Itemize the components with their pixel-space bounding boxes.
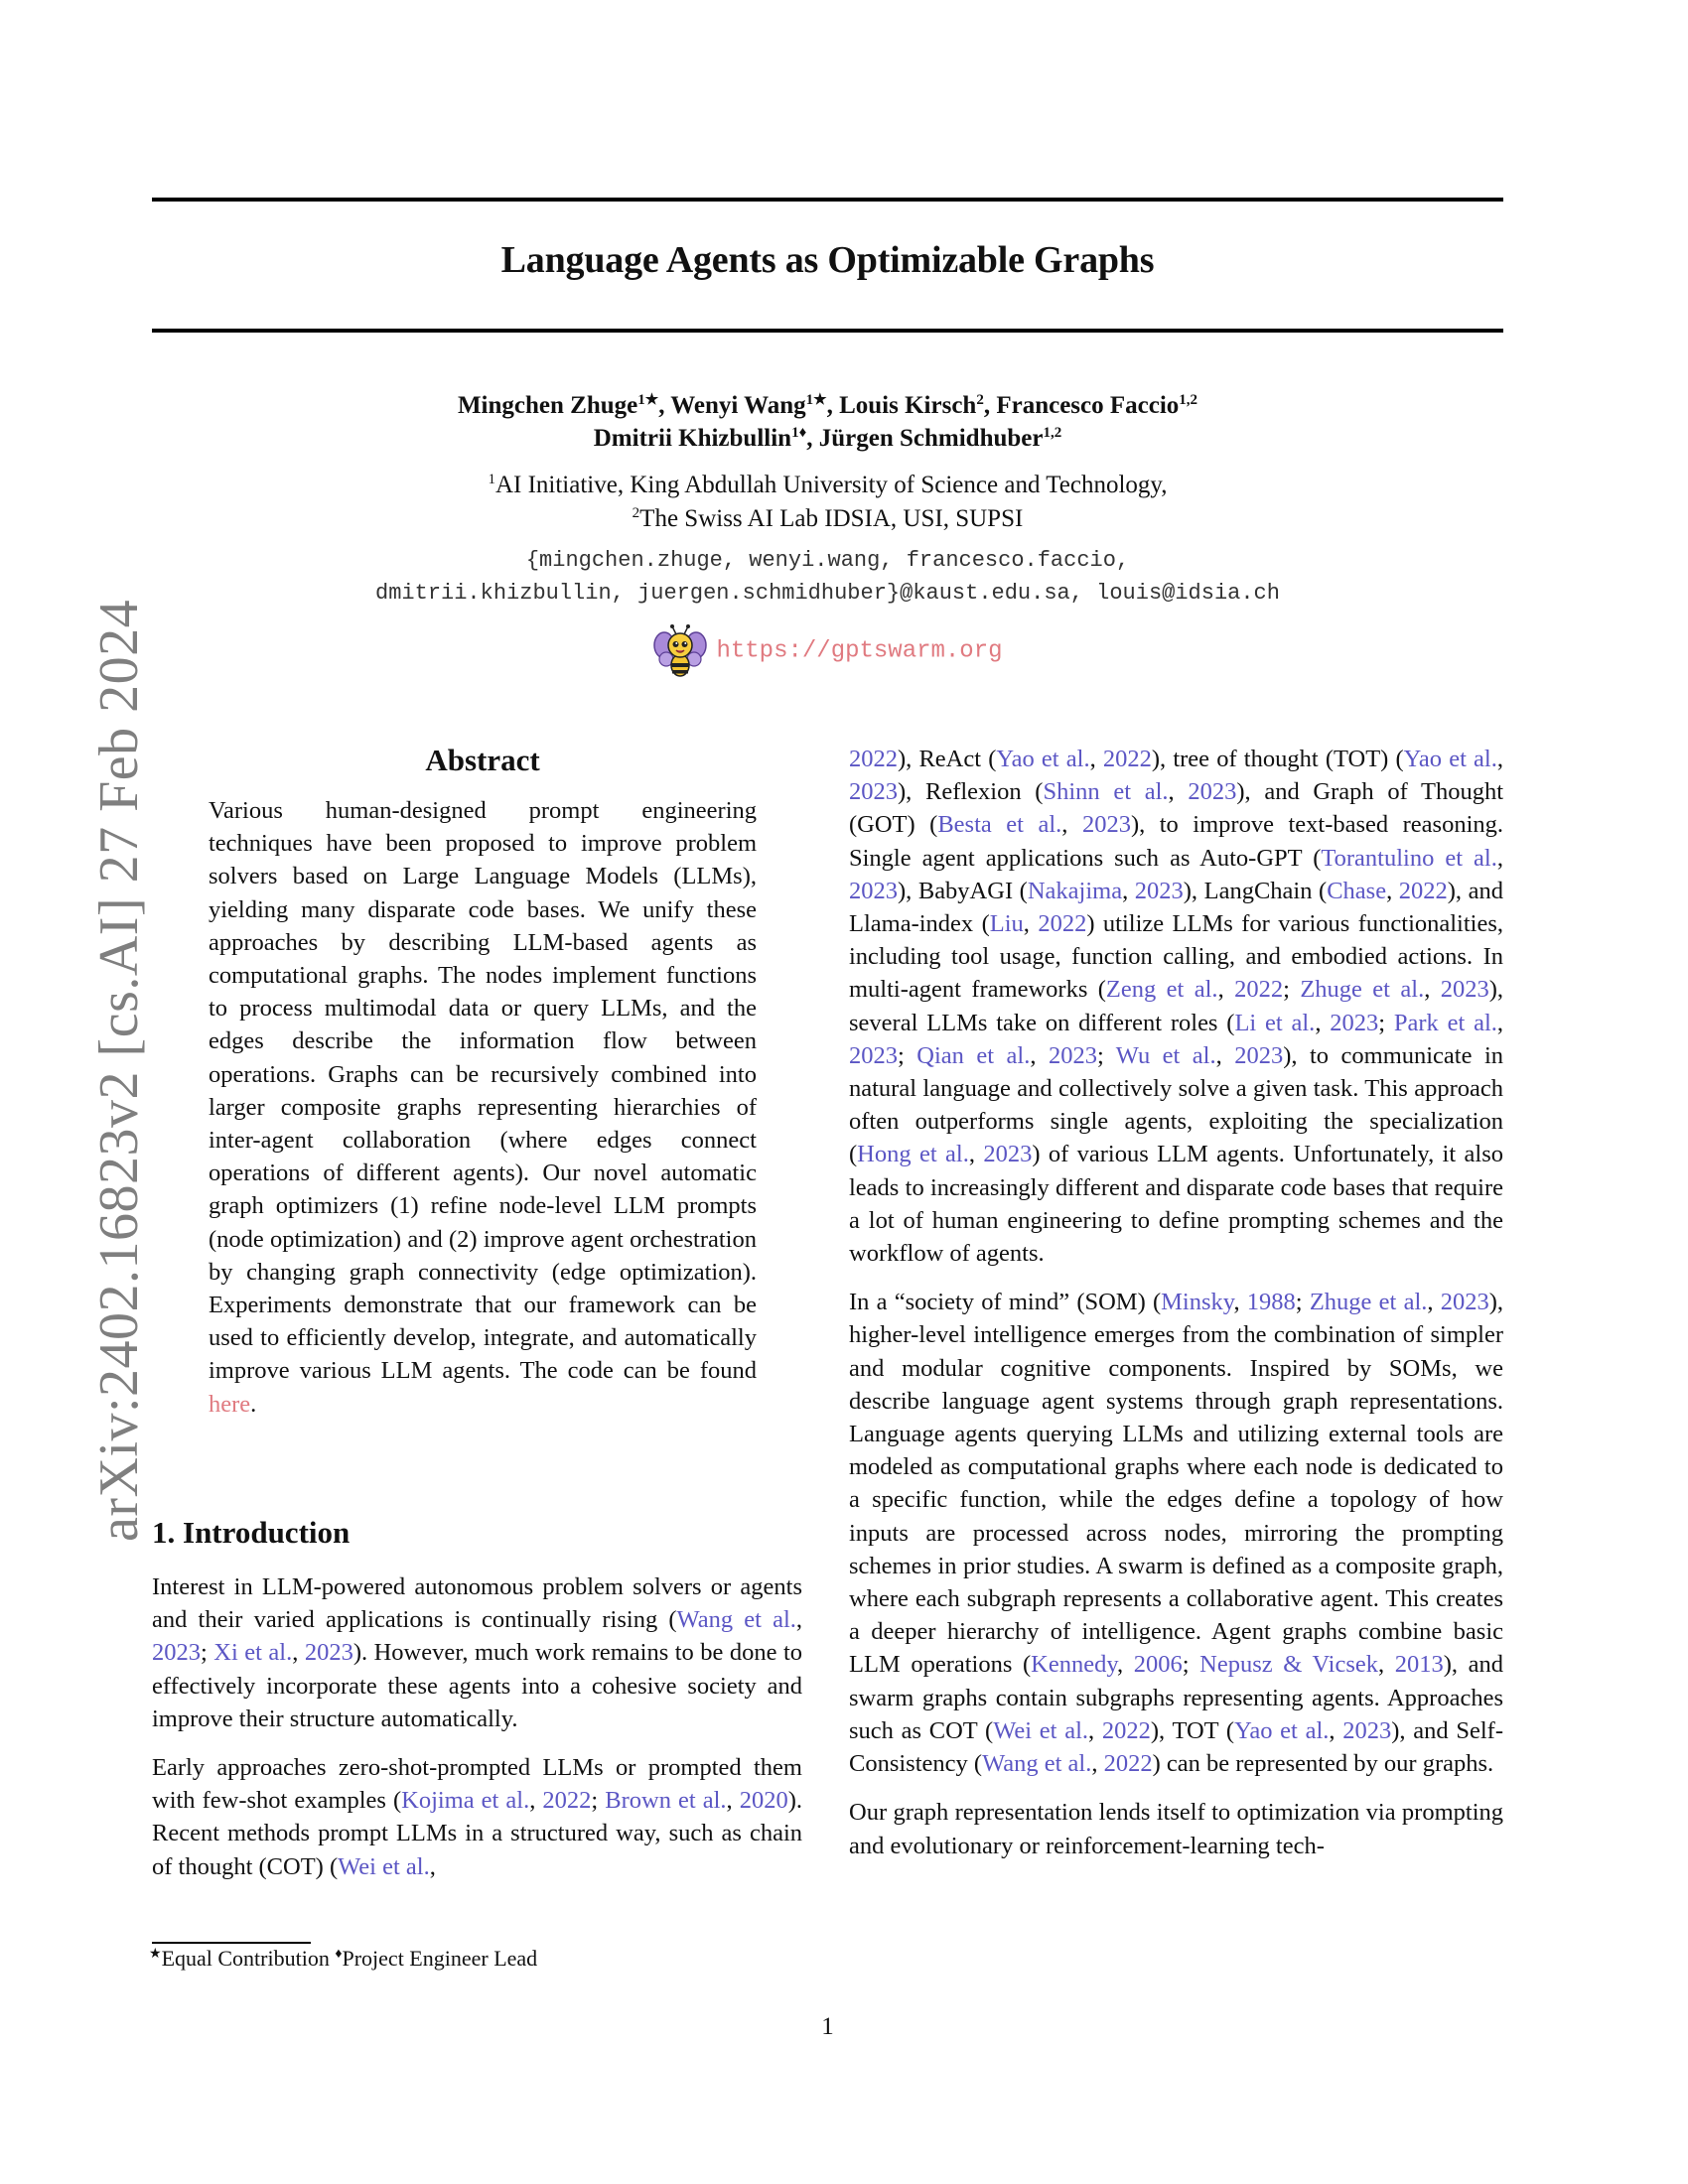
- author: Dmitrii Khizbullin: [593, 425, 792, 452]
- abstract-heading: Abstract: [425, 743, 540, 777]
- abstract-body: [209, 794, 757, 1421]
- diamond-icon: ♦: [335, 1947, 343, 1962]
- citation-link[interactable]: Liu: [989, 910, 1024, 938]
- affiliations: [0, 469, 1655, 536]
- citation-link[interactable]: Qian et al.: [916, 1041, 1031, 1069]
- title-rule-top: [152, 198, 1503, 202]
- citation-link[interactable]: Nepusz & Vicsek: [1199, 1651, 1379, 1679]
- author: Jürgen Schmidhuber: [818, 425, 1044, 452]
- citation-link[interactable]: Zhuge et al.: [1309, 1289, 1428, 1316]
- citation-link[interactable]: Brown et al.: [605, 1787, 727, 1815]
- intro-left-column: [152, 1570, 802, 1883]
- author-affil-sup: 1,2: [1179, 392, 1198, 408]
- citation-link[interactable]: Wu et al.: [1115, 1041, 1216, 1069]
- affiliation: [0, 502, 1655, 536]
- citation-link[interactable]: Torantulino et al.: [1321, 844, 1497, 872]
- citation-link[interactable]: Hong et al.: [857, 1141, 969, 1168]
- bee-mascot-icon: [652, 623, 708, 679]
- citation-link[interactable]: 2023: [1330, 1009, 1379, 1036]
- citation-link[interactable]: 2022: [1234, 976, 1284, 1004]
- footnote: [149, 1946, 537, 1972]
- author-line-1: Mingchen Zhuge$^{1★}$, Wenyi Wang$^{1★}$, Louis Kirsch$^2$, Francesco Faccio$^{1,2}$: [457, 392, 1198, 419]
- intro-paragraph: 2022), ReAct (Yao et al., 2022), tree of thought (TOT) (Yao et al., 2023), Reflexion (Shinn et al., 2023), and Graph of Thought (GOT) (Besta et al., 2023), to improve text-based reasoning. Single agent applications such as Auto-GPT (Torantulino et al., 2023), BabyAGI (Nakajima, 2023), LangChain (Chase, 2022), and Llama-index (Liu, 2022) utilize LLMs for various functionalities, including tool usage, function calling, and embodied actions. In multi-agent frameworks (Zeng et al., 2022; Zhuge et al., 2023), several LLMs take on different roles (Li et al., 2023; Park et al., 2023; Qian et al., 2023; Wu et al., 2023), to communicate in natural language and collectively solve a given task. This approach often outperforms single agents, exploiting the specialization (Hong et al., 2023) of various LLM agents. Unfortunately, it also leads to increasingly different and disparate code bases that require a lot of human engineering to define prompting schemes and the workflow of agents.: [849, 746, 1504, 1268]
- intro-paragraph: Early approaches zero-shot-prompted LLMs or prompted them with few-shot examples (Kojima et al., 2022; Brown et al., 2020). Recent methods prompt LLMs in a structured way, such as chain of thought (COT) (Wei et al.,: [152, 1754, 803, 1880]
- abstract-text-end: .: [250, 1390, 257, 1418]
- citation-link[interactable]: Wei et al.: [993, 1716, 1089, 1744]
- code-link[interactable]: here: [209, 1390, 251, 1418]
- citation-link[interactable]: Zeng et al.: [1105, 976, 1218, 1004]
- citation-link[interactable]: Zhuge et al.: [1300, 976, 1425, 1004]
- citation-link[interactable]: 2023: [304, 1639, 353, 1667]
- affil-text: The Swiss AI Lab IDSIA, USI, SUPSI: [639, 505, 1024, 532]
- intro-paragraph: In a “society of mind” (SOM) (Minsky, 1988; Zhuge et al., 2023), higher-level intelligence emerges from the combination of simpler and modular cognitive components. Inspired by SOMs, we describe language agent systems through graph representations. Language agents querying LLMs and utilizing external tools are modeled as computational graphs where each node is dedicated to a specific function, while the edges define a topology of how inputs are processed across nodes, mirroring the prompting schemes in prior studies. A swarm is defined as a composite graph, where each subgraph represents a collaborative agent. This creates a deeper hierarchy of intelligence. Agent graphs combine basic LLM operations (Kennedy, 2006; Nepusz & Vicsek, 2013), and swarm graphs contain subgraphs representing agents. Approaches such as COT (Wei et al., 2022), TOT (Yao et al., 2023), and Self-Consistency (Wang et al., 2022) can be represented by our graphs.: [849, 1289, 1504, 1778]
- affil-text: AI Initiative, King Abdullah University of Science and Technology,: [494, 472, 1168, 498]
- citation-link[interactable]: 2023: [1440, 976, 1489, 1004]
- citation-link[interactable]: 2022: [1101, 1716, 1151, 1744]
- page-number: 1: [821, 2013, 834, 2040]
- citation-link[interactable]: 2022: [1103, 1750, 1153, 1778]
- citation-link[interactable]: Minsky: [1161, 1289, 1234, 1316]
- author-emails: [0, 544, 1655, 610]
- citation-link[interactable]: Yao et al.: [1403, 746, 1497, 772]
- email-line: dmitrii.khizbullin, juergen.schmidhuber}@kaust.edu.sa, louis@idsia.ch: [375, 581, 1280, 606]
- citation-link[interactable]: 2006: [1133, 1651, 1183, 1679]
- affil-sup: 2: [632, 505, 640, 521]
- author-affil-sup: 2: [976, 392, 984, 408]
- author: Mingchen Zhuge: [457, 392, 638, 419]
- section-heading-introduction: 1. Introduction: [152, 1515, 351, 1550]
- footnote-text: Equal Contribution: [161, 1946, 330, 1971]
- abstract-text: Various human-designed prompt engineering techniques have been proposed to improve problem solvers based on Large Language Models (LLMs), yielding many disparate code bases. We unify these approaches by describing LLM-based agents as computational graphs. The nodes implement functions to process multimodal data or query LLMs, and the edges describe the information flow between operations. Graphs can be recursively combined into larger composite graphs representing hierarchies of inter-agent collaboration (where edges connect operations of different agents). Our novel automatic graph optimizers (1) refine node-level LLM prompts (node optimization) and (2) improve agent orchestration by changing graph connectivity (edge optimization). Experiments demonstrate that our framework can be used to efficiently develop, integrate, and automatically improve various LLM agents. The code can be found: [209, 797, 757, 1385]
- citation-link[interactable]: 2023: [1048, 1041, 1097, 1069]
- affiliation: [0, 469, 1655, 502]
- citation-link[interactable]: 2023: [152, 1639, 201, 1667]
- citation-link[interactable]: Wei et al.: [338, 1852, 430, 1880]
- citation-link[interactable]: Besta et al.: [937, 811, 1062, 839]
- citation-link[interactable]: 2022: [849, 746, 898, 772]
- citation-link[interactable]: Wang et al.: [676, 1606, 796, 1634]
- intro-paragraph: Our graph representation lends itself to optimization via prompting and evolutionary or reinforcement-learning tech-: [849, 1799, 1503, 1859]
- citation-link[interactable]: Yao et al.: [1234, 1716, 1330, 1744]
- project-url-link[interactable]: https://gptswarm.org: [716, 637, 1003, 665]
- citation-link[interactable]: Kojima et al.: [401, 1787, 530, 1815]
- author: Louis Kirsch: [839, 392, 977, 419]
- arxiv-stamp: arXiv:2402.16823v2 [cs.AI] 27 Feb 2024: [88, 599, 150, 1542]
- footnote-text: Project Engineer Lead: [342, 1946, 538, 1971]
- citation-link[interactable]: 2023: [1234, 1041, 1284, 1069]
- citation-link[interactable]: 2023: [849, 778, 898, 806]
- paper-title: Language Agents as Optimizable Graphs: [500, 239, 1155, 281]
- citation-link[interactable]: Park et al.: [1393, 1009, 1497, 1036]
- citation-link[interactable]: Shinn et al.: [1043, 778, 1169, 806]
- author-list: [0, 389, 1655, 455]
- author: Francesco Faccio: [996, 392, 1180, 419]
- intro-right-column: [849, 743, 1503, 1862]
- author-affil-sup: 1★: [805, 392, 827, 408]
- citation-link[interactable]: 2023: [1134, 877, 1184, 904]
- citation-link[interactable]: 2013: [1394, 1651, 1444, 1679]
- author-affil-sup: 1♦: [791, 425, 807, 441]
- citation-link[interactable]: Li et al.: [1234, 1009, 1316, 1036]
- author-affil-sup: 1,2: [1043, 425, 1062, 441]
- email-line: {mingchen.zhuge, wenyi.wang, francesco.faccio,: [525, 548, 1130, 573]
- author-line-2: Dmitrii Khizbullin$^{1♦}$, Jürgen Schmidhuber$^{1,2}$: [593, 425, 1062, 452]
- footnote-rule: [152, 1942, 311, 1944]
- project-link-row: [0, 623, 1655, 679]
- citation-link[interactable]: Nakajima: [1027, 877, 1123, 904]
- intro-paragraph: Interest in LLM-powered autonomous problem solvers or agents and their varied applications is continually rising (Wang et al., 2023; Xi et al., 2023). However, much work remains to be done to effectively incorporate these agents into a cohesive society and improve their structure automatically.: [152, 1573, 803, 1732]
- citation-link[interactable]: 2023: [1440, 1289, 1489, 1316]
- title-rule-bottom: [152, 329, 1503, 333]
- citation-link[interactable]: 2023: [1342, 1716, 1392, 1744]
- affil-sup: 1: [488, 472, 495, 487]
- author: Wenyi Wang: [670, 392, 806, 419]
- citation-link[interactable]: 2023: [1081, 811, 1131, 839]
- citation-link[interactable]: Wang et al.: [982, 1750, 1092, 1778]
- citation-link[interactable]: 2020: [739, 1787, 788, 1815]
- citation-link[interactable]: 2023: [849, 1041, 898, 1069]
- citation-link[interactable]: 2023: [849, 877, 898, 904]
- star-icon: ★: [149, 1947, 162, 1962]
- citation-link[interactable]: Chase: [1327, 877, 1387, 904]
- citation-link[interactable]: Xi et al.: [213, 1639, 293, 1667]
- citation-link[interactable]: 2022: [1102, 746, 1152, 772]
- citation-link[interactable]: 2022: [1398, 877, 1448, 904]
- abstract-paragraph: [209, 794, 757, 1421]
- citation-link[interactable]: 2022: [1038, 910, 1087, 938]
- citation-link[interactable]: 2022: [542, 1787, 592, 1815]
- citation-link[interactable]: Yao et al.: [996, 746, 1090, 772]
- author-affil-sup: 1★: [637, 392, 659, 408]
- citation-link[interactable]: Kennedy: [1031, 1651, 1117, 1679]
- citation-link[interactable]: 2023: [1188, 778, 1237, 806]
- citation-link[interactable]: 1988: [1246, 1289, 1296, 1316]
- citation-link[interactable]: 2023: [983, 1141, 1033, 1168]
